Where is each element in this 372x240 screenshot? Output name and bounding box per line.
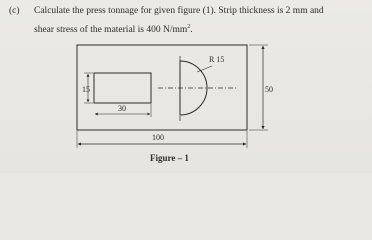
unit-superscript: 2 <box>187 23 191 30</box>
figure-caption: Figure – 1 <box>150 153 189 163</box>
dimension-rect-width: 30 <box>118 104 126 113</box>
question-text-line2-end: . <box>190 25 193 35</box>
dimension-radius: R 15 <box>209 55 225 64</box>
question-text-line1: Calculate the press tonnage for given figure (1). Strip thickness is 2 mm and <box>34 6 324 16</box>
dimension-rect-height: 15 <box>82 85 90 94</box>
question-text-line2-main: shear stress of the material is 400 N/mm <box>34 25 188 35</box>
rectangular-hole <box>94 73 151 103</box>
question-label: (c) <box>9 6 20 16</box>
dimension-length: 100 <box>152 133 164 142</box>
dimension-height: 50 <box>265 85 273 94</box>
